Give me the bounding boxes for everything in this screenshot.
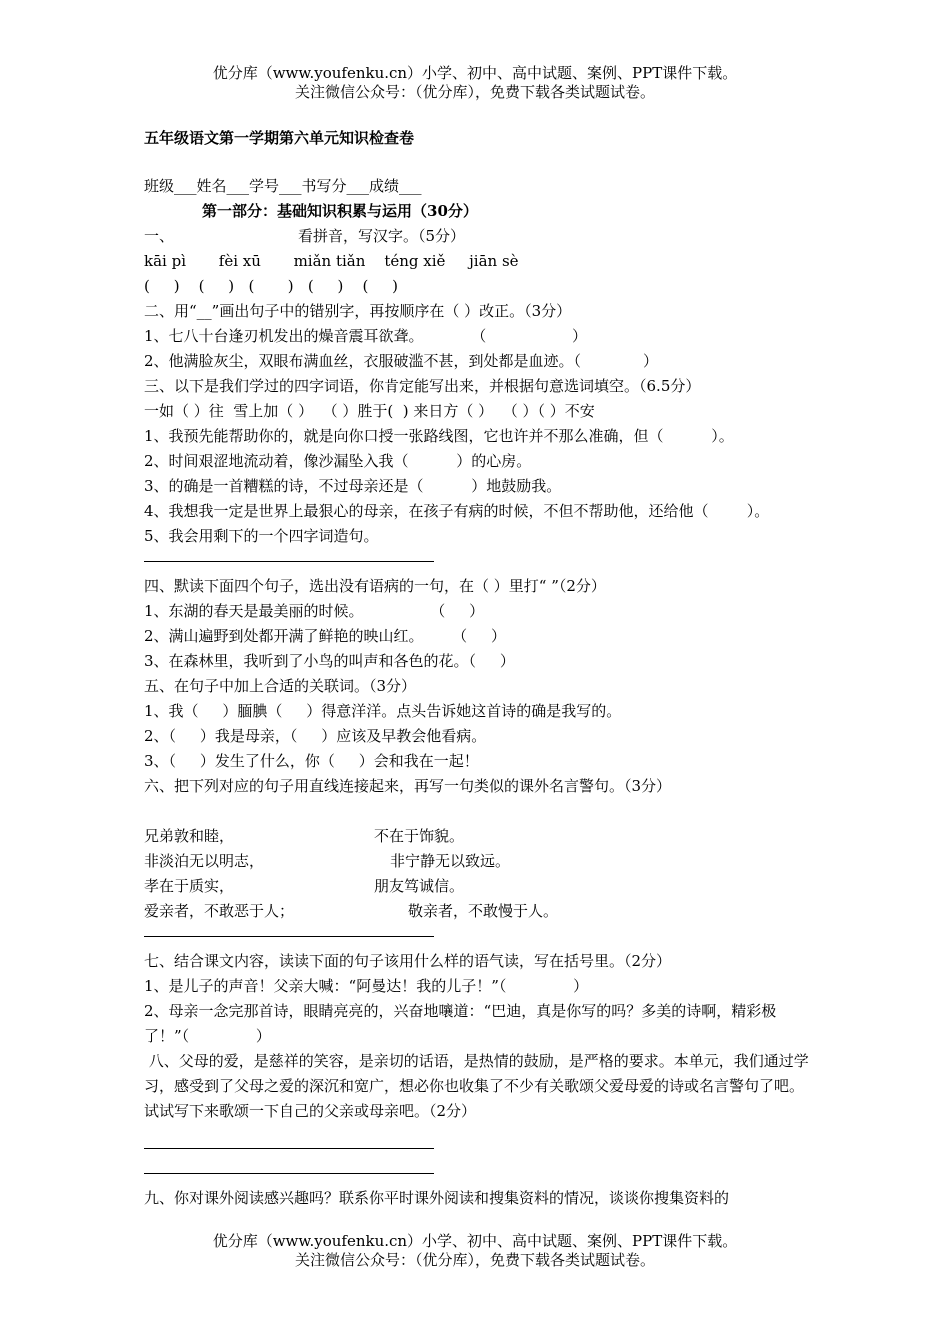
q2-item-1: 1、七八十台逢刃机发出的燥音震耳欲聋。 （ ）	[144, 327, 588, 345]
q5-title: 五、在句子中加上合适的关联词。（3分）	[144, 677, 417, 695]
footer-line-2: 关注微信公众号：（优分库），免费下载各类试题试卷。	[294, 1251, 655, 1269]
pinyin-4: téng xiě	[384, 252, 446, 270]
q6-pair-2	[144, 849, 814, 874]
q5-item-1: 1、我（ ）腼腆（ ）得意洋洋。点头告诉她这首诗的确是我写的。	[144, 702, 622, 720]
q7-item-2: 2、母亲一念完那首诗，眼睛亮亮的，兴奋地嚷道：“巴迪，真是你写的吗？多美的诗啊，精彩极了！”（ ）	[144, 1002, 777, 1045]
answer-line[interactable]	[144, 1136, 434, 1149]
q7-item-1: 1、是儿子的声音！父亲大喊：“阿曼达！我的儿子！”（ ）	[144, 977, 589, 995]
q4-item-2: 2、满山遍野到处都开满了鲜艳的映山红。 （ ）	[144, 627, 506, 645]
q6-pair-1	[144, 824, 814, 849]
q1-title	[144, 224, 814, 249]
q1-answer-brackets: ( ) ( ) ( ) ( ) ( )	[144, 277, 399, 295]
q5-item-2: 2、（ ）我是母亲，（ ）应该及早教会他看病。	[144, 727, 487, 745]
answer-line[interactable]	[144, 1161, 434, 1174]
page-header	[0, 64, 950, 102]
q6-title: 六、把下列对应的句子用直线连接起来，再写一句类似的课外名言警句。（3分）	[144, 777, 672, 795]
q4-item-3: 3、在森林里，我听到了小鸟的叫声和各色的花。（ ）	[144, 652, 515, 670]
q4-title: 四、默读下面四个句子，选出没有语病的一句，在（ ）里打“ ”（2分）	[144, 577, 606, 595]
pinyin-5: jiān sè	[469, 252, 519, 270]
q3-title: 三、以下是我们学过的四字词语，你肯定能写出来，并根据句意选词填空。（6.5分）	[144, 377, 701, 395]
q6-right-3: 朋友笃诚信。	[374, 877, 465, 895]
pinyin-1: kāi pì	[144, 252, 186, 270]
q3-item-1: 1、我预先能帮助你的，就是向你口授一张路线图，它也许并不那么准确，但（ ）。	[144, 427, 734, 445]
q3-item-5: 5、我会用剩下的一个四字词造句。	[144, 527, 379, 545]
footer-line-1: 优分库（www.youfenku.cn）小学、初中、高中试题、案例、PPT课件下载。	[212, 1232, 738, 1250]
q3-word-list: 一如（ ）往 雪上加（ ） （ ）胜于( ) 来日方（ ） （ ）（ ）不安	[144, 402, 595, 420]
header-line-2: 关注微信公众号：（优分库），免费下载各类试题试卷。	[294, 83, 655, 101]
q6-right-4: 敬亲者，不敢慢于人。	[408, 902, 559, 920]
q9-text: 九、你对课外阅读感兴趣吗？联系你平时课外阅读和搜集资料的情况，谈谈你搜集资料的	[144, 1189, 730, 1207]
q1-number: 一、	[144, 227, 175, 245]
q6-left-1: 兄弟敦和睦，	[144, 827, 235, 845]
q6-pair-3	[144, 874, 814, 899]
q6-right-2: 非宁静无以致远。	[390, 852, 511, 870]
q6-left-4: 爱亲者，不敢恶于人；	[144, 902, 295, 920]
q6-right-1: 不在于饰貌。	[374, 827, 465, 845]
q6-left-3: 孝在于质实，	[144, 877, 235, 895]
pinyin-3: miǎn tiǎn	[293, 252, 366, 270]
q7-title: 七、结合课文内容，读读下面的句子该用什么样的语气读，写在括号里。（2分）	[144, 952, 672, 970]
header-line-1: 优分库（www.youfenku.cn）小学、初中、高中试题、案例、PPT课件下载。	[212, 64, 738, 82]
student-info-line: 班级___姓名___学号___书写分___成绩___	[144, 177, 422, 195]
q2-title: 二、用“__”画出句子中的错别字，再按顺序在（ ）改正。（3分）	[144, 302, 572, 320]
q8-text: 八、父母的爱，是慈祥的笑容，是亲切的话语，是热情的鼓励，是严格的要求。本单元，我们通过学习，感受到了父母之爱的深沉和宽广，想必你也收集了不少有关歌颂父爱母爱的诗或名言警句了吧。试试写下来歌颂一下自己的父亲或母亲吧。（2分）	[144, 1052, 809, 1120]
answer-line[interactable]	[144, 924, 434, 937]
q4-item-1: 1、东湖的春天是最美丽的时候。 （ ）	[144, 602, 485, 620]
worksheet-body	[144, 124, 814, 1211]
answer-line[interactable]	[144, 549, 434, 562]
q1-instruction: 看拼音，写汉字。（5分）	[298, 227, 466, 245]
q3-item-3: 3、的确是一首糟糕的诗，不过母亲还是（ ）地鼓励我。	[144, 477, 562, 495]
q2-item-2: 2、他满脸灰尘，双眼布满血丝，衣服破滥不甚，到处都是血迹。（ ）	[144, 352, 659, 370]
q6-pair-4	[144, 899, 814, 924]
pinyin-2: fèi xū	[218, 252, 261, 270]
q5-item-3: 3、（ ）发生了什么，你（ ）会和我在一起！	[144, 752, 479, 770]
q3-item-4: 4、我想我一定是世界上最狠心的母亲，在孩子有病的时候，不但不帮助他，还给他（ ）。	[144, 502, 770, 520]
q1-pinyin-row	[144, 249, 814, 274]
q6-left-2: 非淡泊无以明志，	[144, 852, 265, 870]
page-footer	[0, 1232, 950, 1270]
q3-item-2: 2、时间艰涩地流动着，像沙漏坠入我（ ）的心房。	[144, 452, 532, 470]
document-title: 五年级语文第一学期第六单元知识检查卷	[144, 129, 415, 147]
part1-title: 第一部分：基础知识积累与运用（30分）	[202, 202, 478, 220]
